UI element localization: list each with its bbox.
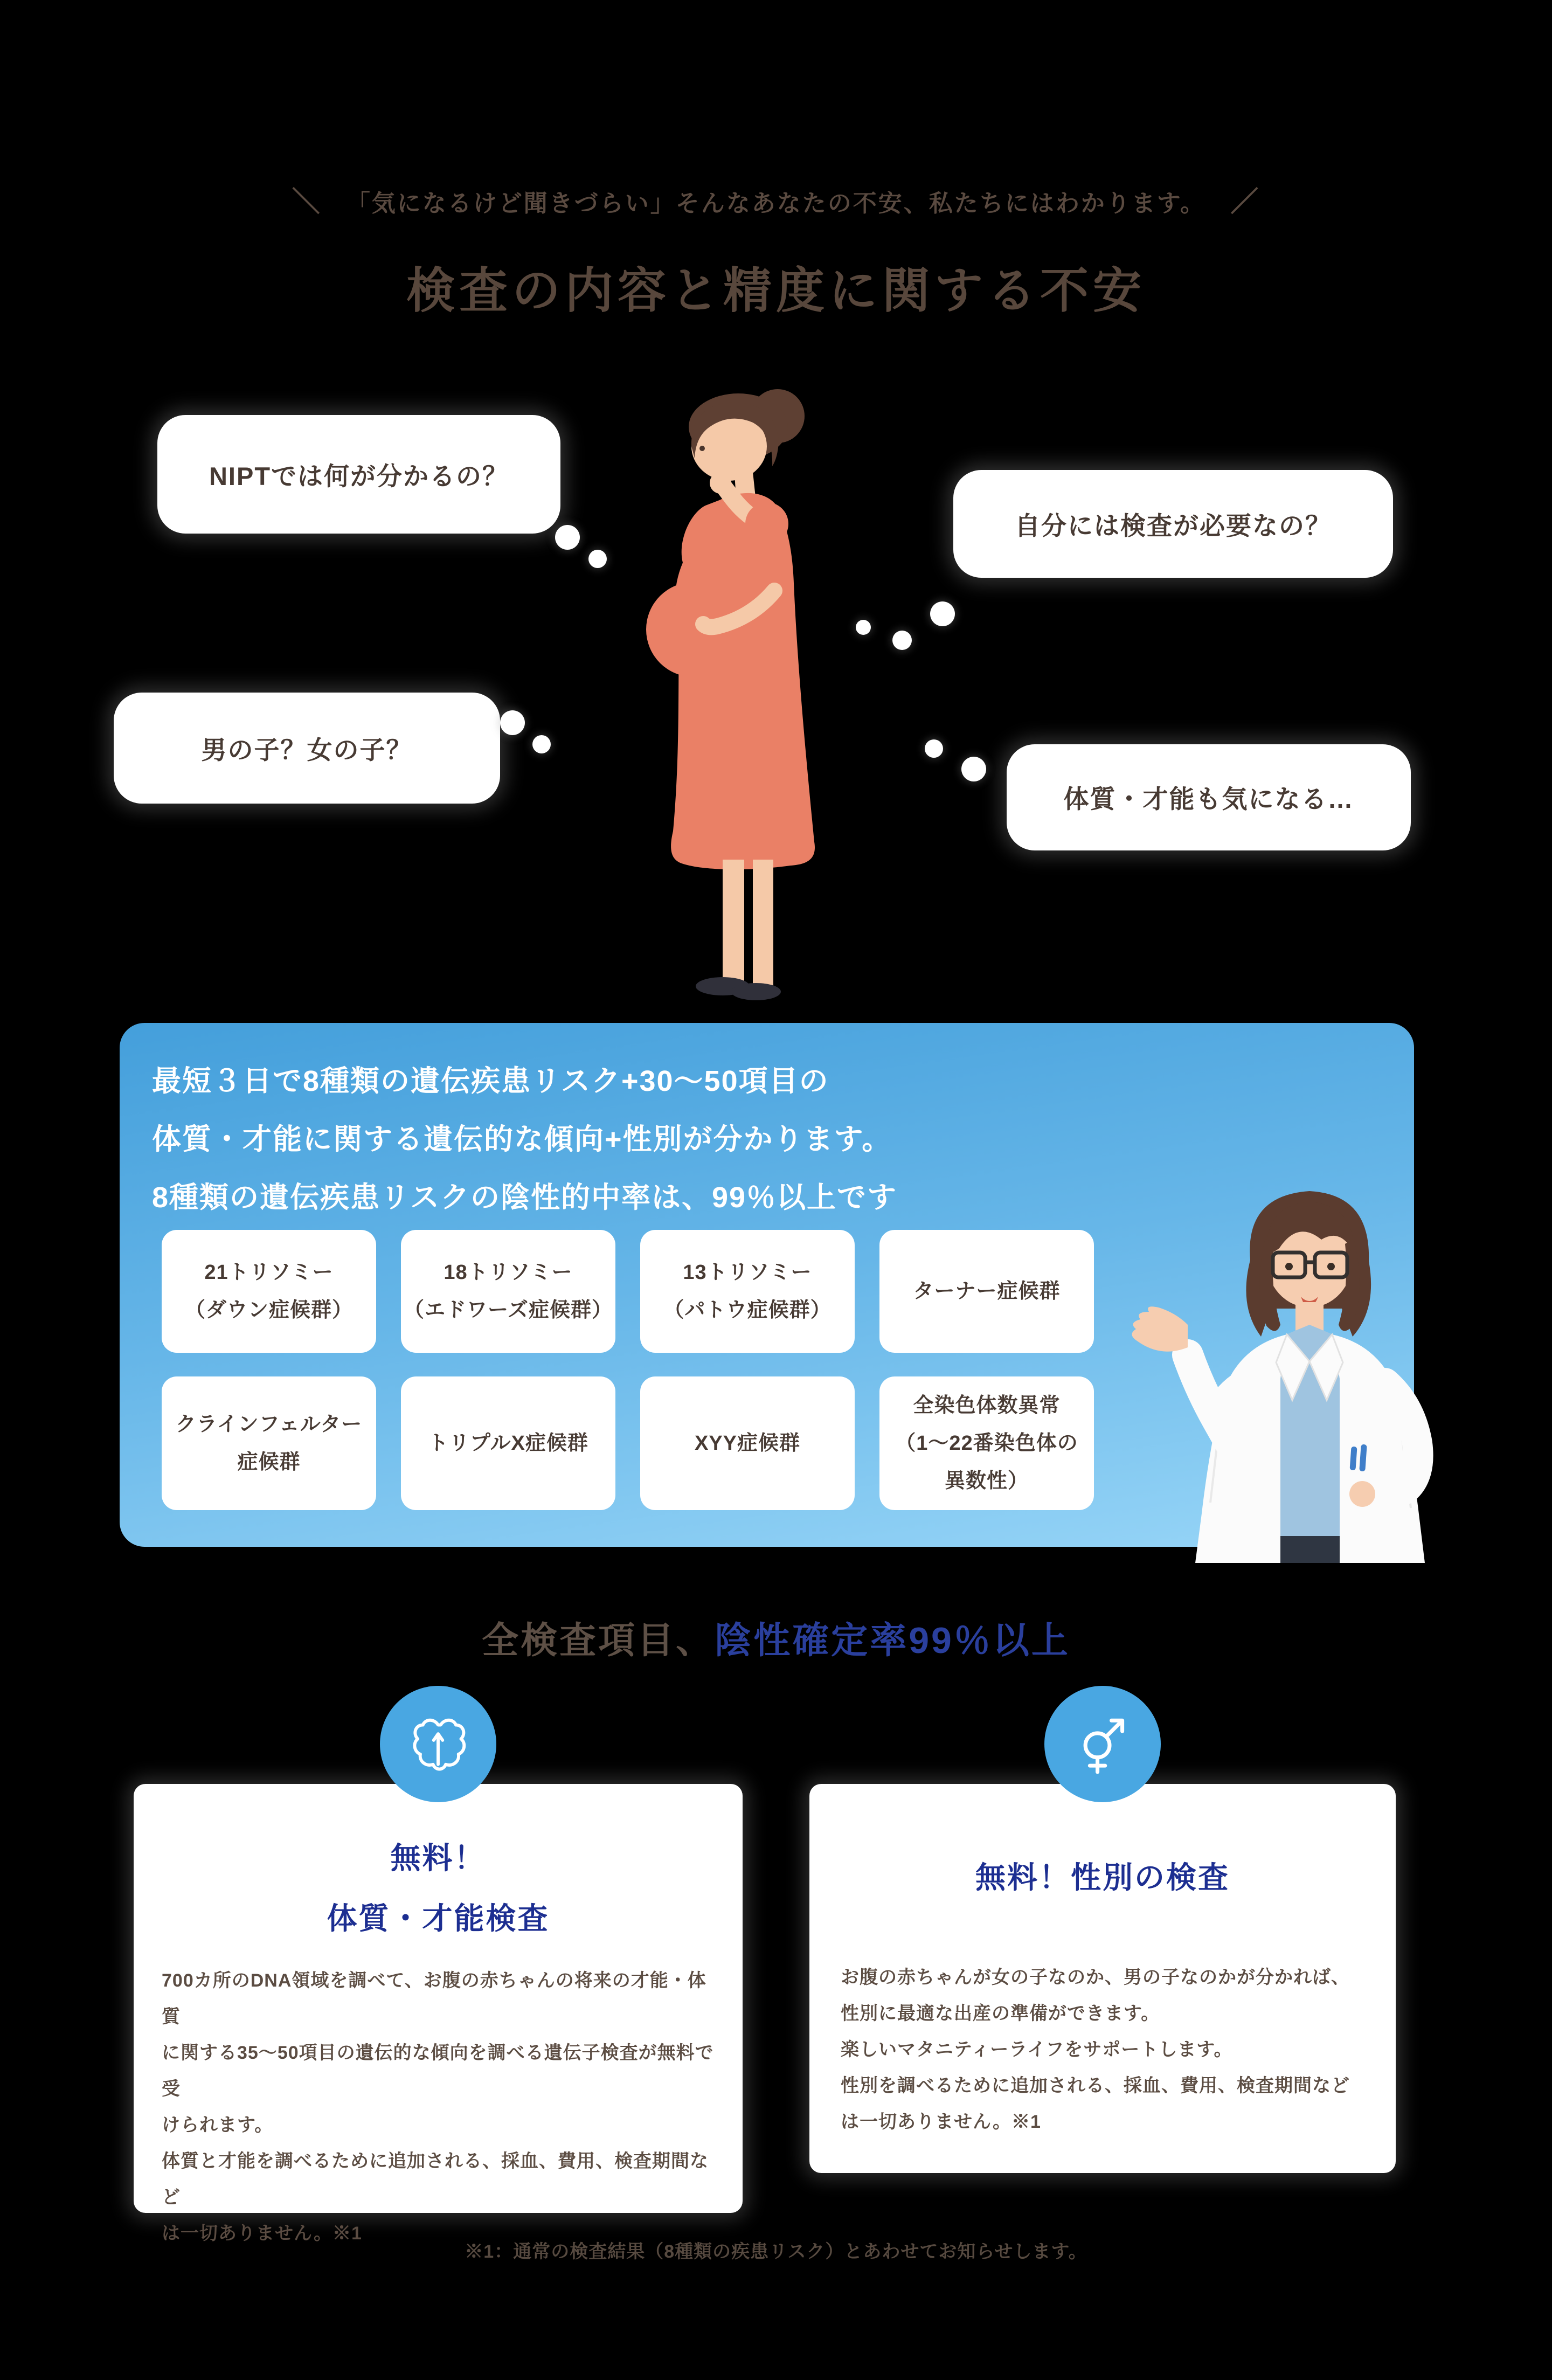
condition-box-trisomy21: 21トリソミー （ダウン症候群）: [162, 1230, 376, 1353]
condition-box-all-chromosomes: 全染色体数異常 （1〜22番染色体の 異数性）: [879, 1376, 1094, 1510]
result-card-heading: 最短３日で8種類の遺伝疾患リスク+30〜50項目の 体質・才能に関する遺伝的な傾向+性別が分かります。 8種類の遺伝疾患リスクの陰性的中率は、99％以上です: [152, 1065, 898, 1214]
gender-icon: [1071, 1712, 1134, 1776]
speech-bubble-traits: [1007, 744, 1411, 850]
accuracy-heading-highlight: 陰性確定率99％以上: [715, 1620, 1070, 1661]
thought-dot: [961, 757, 986, 781]
offer-icon-circle: [380, 1686, 496, 1802]
speech-bubble-boy-girl: [114, 693, 500, 804]
thought-dot: [555, 525, 580, 550]
catch-close-mark: ／: [1230, 186, 1260, 218]
condition-box-turner: ターナー症候群: [879, 1230, 1094, 1353]
catch-open-mark: ＼: [292, 186, 322, 218]
thought-dot: [856, 620, 871, 635]
condition-box-xyy: XYY症候群: [640, 1376, 855, 1510]
thought-dot: [925, 739, 943, 758]
offer-body-sex: お腹の赤ちゃんが女の子なのか、男の子なのかが分かれば、 性別に最適な出産の準備ができます。 楽しいマタニティーライフをサポートします。 性別を調べるために追加される、採血、費用、検査期間など は一切ありません。※1: [841, 1967, 1350, 2132]
offer-title-traits: 無料！ 体質・才能検査: [327, 1841, 550, 1935]
speech-bubble-label: NIPTでは何が分かるの？: [209, 461, 509, 490]
speech-bubble-label: 体質・才能も気になる…: [1063, 785, 1354, 813]
page-title: 検査の内容と精度に関する不安: [406, 264, 1146, 318]
brain-icon: [406, 1712, 470, 1776]
doctor-illustration: [1109, 1147, 1502, 1563]
offer-title-sex: 無料！性別の検査: [975, 1860, 1230, 1894]
speech-bubble-necessary: [953, 470, 1393, 578]
footnote: ※1：通常の検査結果（8種類の疾患リスク）とあわせてお知らせします。: [465, 2241, 1087, 2262]
condition-grid: [162, 1230, 1094, 1510]
speech-bubble-nipt: [157, 415, 560, 534]
accuracy-heading-plain: 全検査項目、: [482, 1620, 715, 1661]
speech-bubble-label: 自分には検査が必要なの？: [1015, 511, 1332, 540]
offer-icon-circle: [1044, 1686, 1161, 1802]
pregnant-woman-illustration: [617, 377, 833, 1013]
catch-line: [0, 179, 1552, 219]
condition-box-trisomy13: 13トリソミー （パトウ症候群）: [640, 1230, 855, 1353]
condition-box-triple-x: トリプルX症候群: [401, 1376, 615, 1510]
condition-box-klinefelter: クラインフェルター 症候群: [162, 1376, 376, 1510]
speech-bubble-label: 男の子？女の子？: [201, 735, 413, 764]
thought-dot: [588, 550, 607, 568]
thought-dot: [500, 710, 525, 735]
catch-text: 「気になるけど聞きづらい」そんなあなたの不安、私たちにはわかります。: [346, 190, 1206, 217]
offer-body-traits: 700カ所のDNA領域を調べて、お腹の赤ちゃんの将来の才能・体質 に関する35〜50項目の遺伝的な傾向を調べる遺伝子検査が無料で受 けられます。 体質と才能を調べるために追加される、採血、費用、検査期間など は一切ありません。※1: [162, 1970, 714, 2244]
condition-box-trisomy18: 18トリソミー （エドワーズ症候群）: [401, 1230, 615, 1353]
thought-dot: [930, 601, 955, 626]
thought-dot: [892, 631, 912, 650]
accuracy-heading: [0, 1611, 1552, 1664]
thought-dot: [532, 735, 551, 753]
